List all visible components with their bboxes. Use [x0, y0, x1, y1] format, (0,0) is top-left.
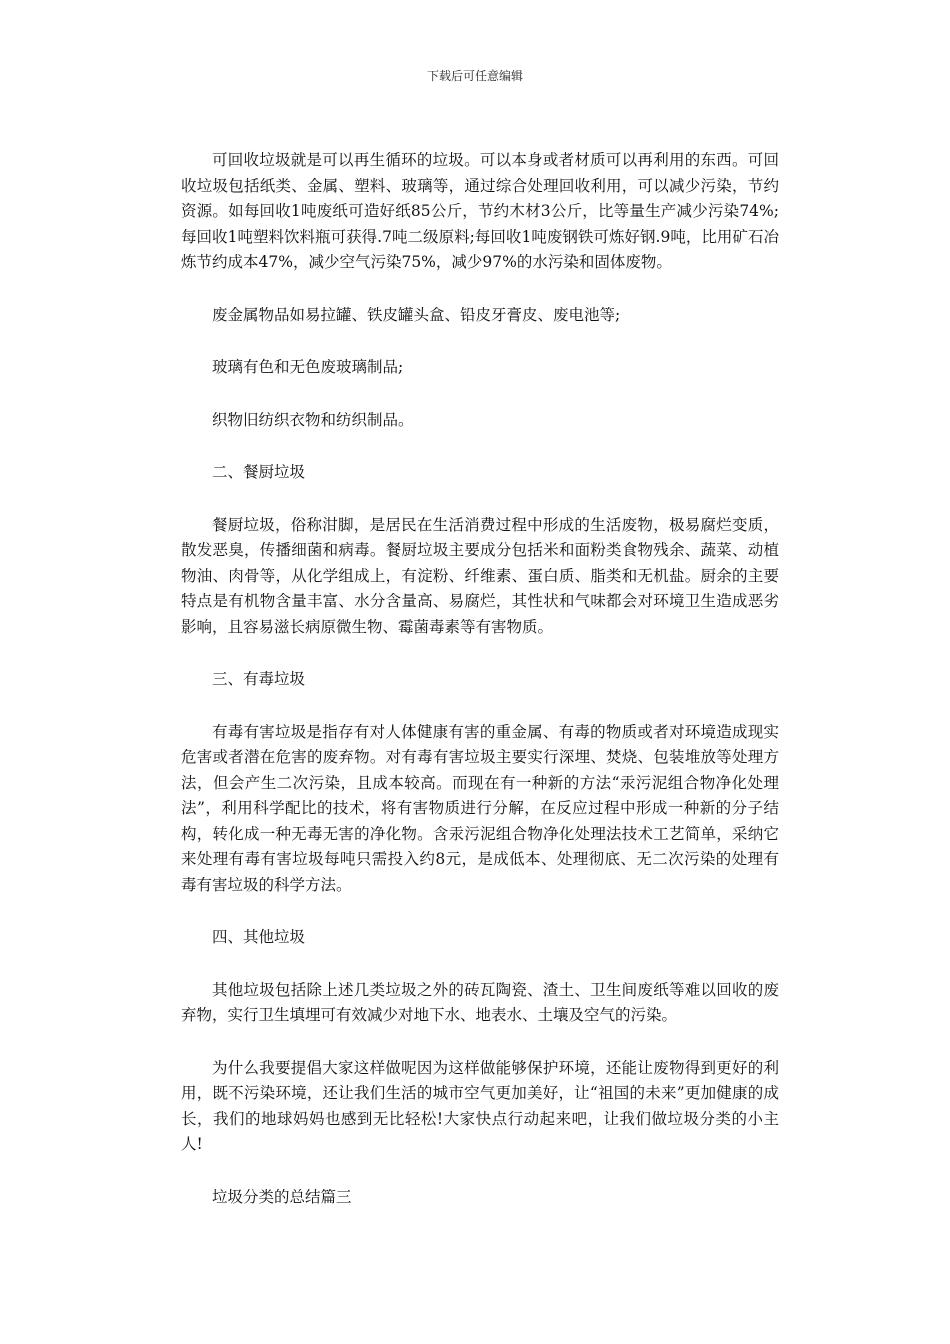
paragraph-glass: 玻璃有色和无色废玻璃制品;: [212, 358, 404, 376]
paragraph-kitchen-waste: 餐厨垃圾，俗称泔脚，是居民在生活消费过程中形成的生活废物，极易腐烂变质，散发恶臭，传播细菌和病毒。餐厨垃圾主要成分包括米和面粉类食物残余、蔬菜、动植物油、肉骨等，从化学组成上，有淀粉、纤维素、蛋白质、脂类和无机盐。厨余的主要特点是有机物含量丰富、水分含量高、易腐烂，其性状和气味都会对环境卫生造成恶劣影响，且容易滋长病原微生物、霉菌毒素等有害物质。: [181, 515, 779, 636]
paragraph-call-to-action: 为什么我要提倡大家这样做呢因为这样做能够保护环境，还能让废物得到更好的利用，既不污染环境，还让我们生活的城市空气更加美好，让“祖国的未来”更加健康的成长，我们的地球妈妈也感到无比轻松!大家快点行动起来吧，让我们做垃圾分类的小主人!: [181, 1058, 779, 1153]
page-header: 下载后可任意编辑: [426, 69, 523, 83]
section-heading-other-waste: 四、其他垃圾: [212, 928, 306, 946]
paragraph-next-part-title: 垃圾分类的总结篇三: [212, 1187, 352, 1206]
paragraph-other-waste: 其他垃圾包括除上述几类垃圾之外的砖瓦陶瓷、渣土、卫生间废纸等难以回收的废弃物，实行卫生填埋可有效减少对地下水、地表水、土壤及空气的污染。: [181, 980, 779, 1024]
paragraph-textile: 织物旧纺织衣物和纺织制品。: [212, 410, 414, 429]
paragraph-metal: 废金属物品如易拉罐、铁皮罐头盒、铅皮牙膏皮、废电池等;: [212, 305, 621, 324]
section-heading-kitchen-waste: 二、餐厨垃圾: [212, 463, 306, 481]
section-heading-toxic-waste: 三、有毒垃圾: [212, 670, 306, 688]
paragraph-toxic-waste: 有毒有害垃圾是指存有对人体健康有害的重金属、有毒的物质或者对环境造成现实危害或者潜在危害的废弃物。对有毒有害垃圾主要实行深埋、焚烧、包装堆放等处理方法，但会产生二次污染，且成本较高。而现在有一种新的方法“汞污泥组合物净化处理法”，利用科学配比的技术，将有害物质进行分解，在反应过程中形成一种新的分子结构，转化成一种无毒无害的净化物。含汞污泥组合物净化处理法技术工艺简单，采纳它来处理有毒有害垃圾每吨只需投入约8元，是成低本、处理彻底、无二次污染的处理有毒有害垃圾的科学方法。: [181, 722, 779, 894]
document-body: [181, 148, 779, 1210]
paragraph-recyclable-intro: 可回收垃圾就是可以再生循环的垃圾。可以本身或者材质可以再利用的东西。可回收垃圾包括纸类、金属、塑料、玻璃等，通过综合处理回收利用，可以减少污染，节约资源。如每回收1吨废纸可造好纸85公斤，节约木材3公斤，比等量生产减少污染74%;每回收1吨塑料饮料瓶可获得.7吨二级原料;每回收1吨废钢铁可炼好钢.9吨，比用矿石冶炼节约成本47%，减少空气污染75%，减少97%的水污染和固体废物。: [181, 151, 779, 271]
